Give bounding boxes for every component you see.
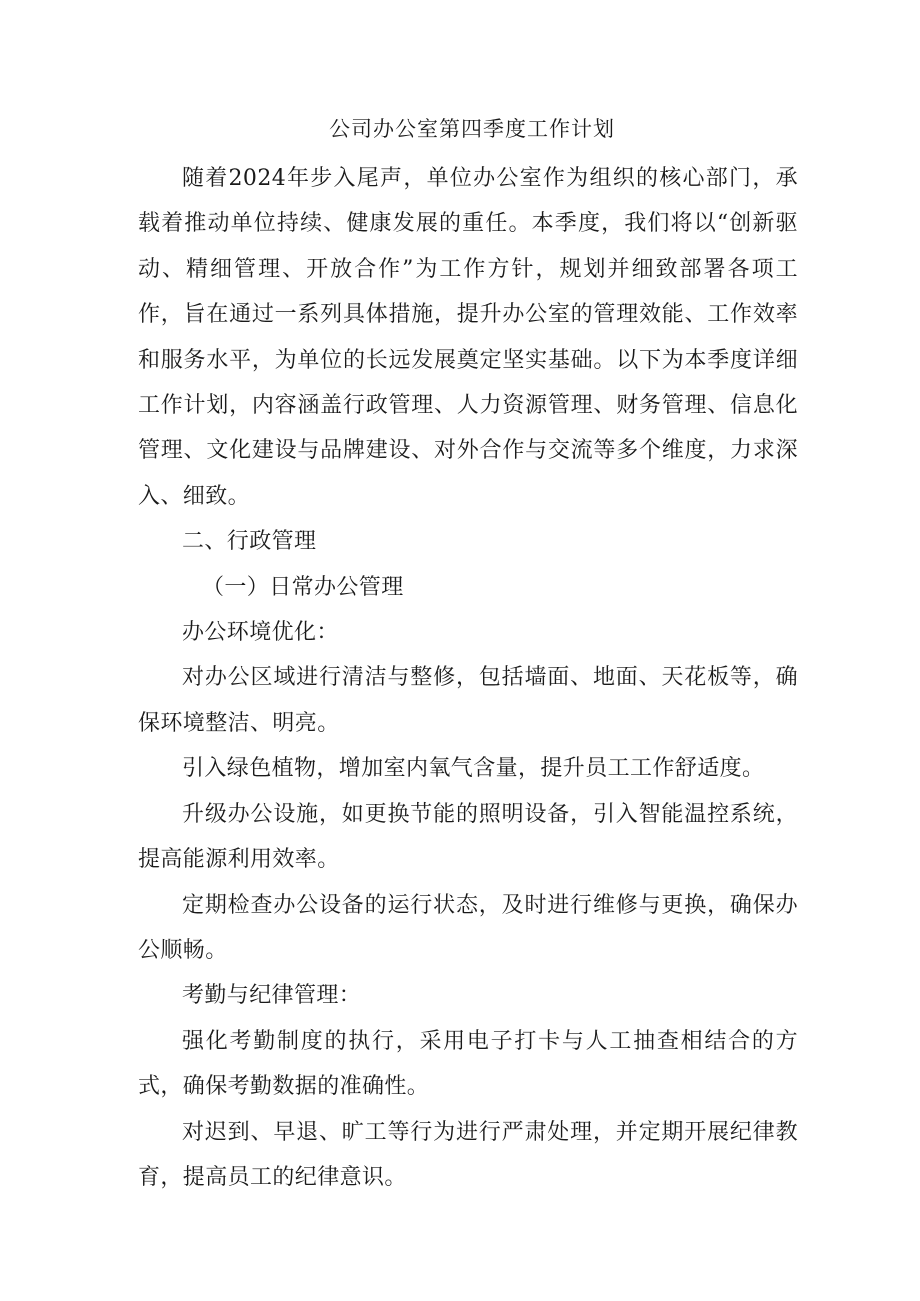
paragraph-cleaning: 对办公区域进行清洁与整修，包括墙面、地面、天花板等，确保环境整洁、明亮。: [138, 665, 798, 736]
section-heading-administration: 二、行政管理: [182, 529, 317, 555]
paragraph-attendance-system: 强化考勤制度的执行，采用电子打卡与人工抽查相结合的方式，确保考勤数据的准确性。: [138, 1028, 798, 1100]
subsection-heading-daily-office: （一）日常办公管理: [202, 574, 404, 600]
item-heading-attendance: 考勤与纪律管理：: [182, 983, 362, 1009]
paragraph-green-plants: 引入绿色植物，增加室内氧气含量，提升员工工作舒适度。: [182, 756, 765, 782]
paragraph-facility-upgrade: 升级办公设施，如更换节能的照明设备，引入智能温控系统，提高能源利用效率。: [138, 801, 798, 873]
intro-paragraph: 随着2024年步入尾声，单位办公室作为组织的核心部门，承载着推动单位持续、健康发展的重任。本季度，我们将以“创新驱动、精细管理、开放合作”为工作方针，规划并细致部署各项工作，旨在通过一系列具体措施，提升办公室的管理效能、工作效率和服务水平，为单位的长远发展奠定坚实基础。以下为本季度详细工作计划，内容涵盖行政管理、人力资源管理、财务管理、信息化管理、文化建设与品牌建设、对外合作与交流等多个维度，力求深入、细致。: [138, 166, 798, 509]
document-page: [138, 114, 798, 1200]
item-heading-office-environment: 办公环境优化：: [182, 620, 339, 646]
paragraph-discipline: 对迟到、早退、旷工等行为进行严肃处理，并定期开展纪律教育，提高员工的纪律意识。: [138, 1119, 798, 1190]
paragraph-equipment-check: 定期检查办公设备的运行状态，及时进行维修与更换，确保办公顺畅。: [138, 892, 798, 963]
document-title: 公司办公室第四季度工作计划: [329, 117, 615, 141]
